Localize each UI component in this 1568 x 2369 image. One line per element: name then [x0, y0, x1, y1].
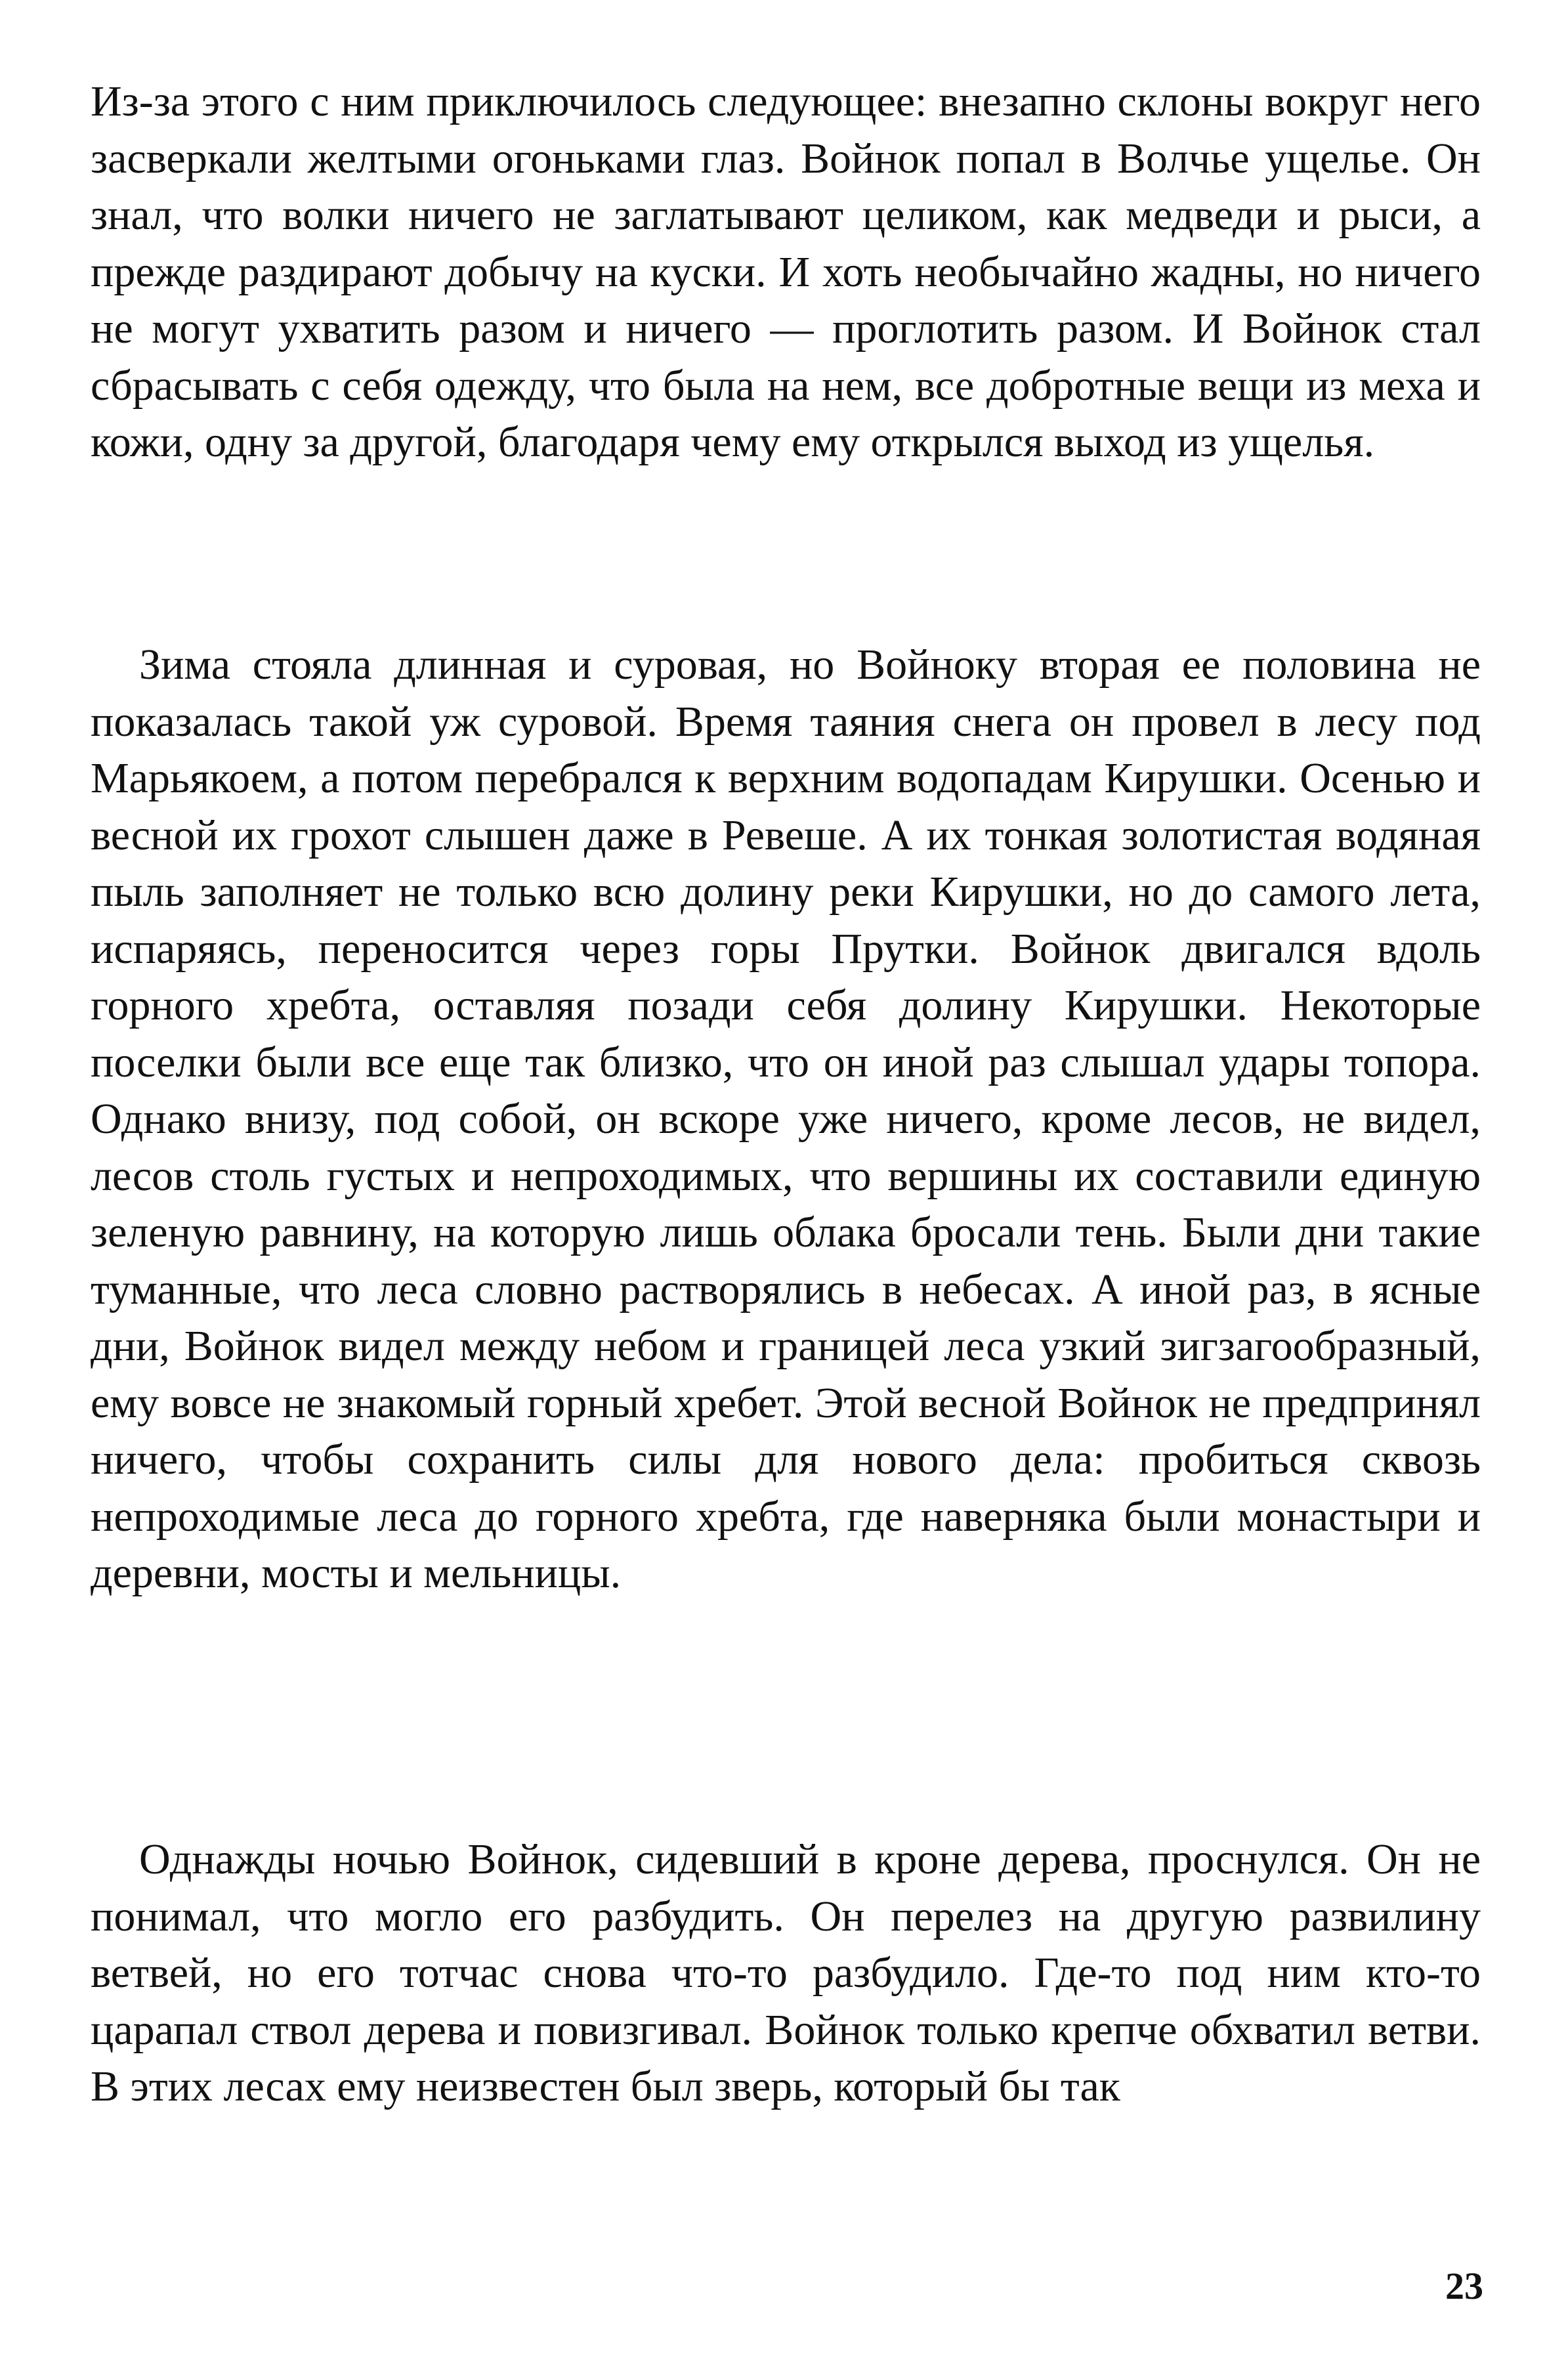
page-number: 23	[1445, 2265, 1483, 2307]
paragraph-wolf-gorge: Из-за этого с ним приключилось следующее: внезапно склоны вокруг него засверкали желтыми огоньками глаз. Войнок попал в Волчье ущелье. Он знал, что волки ничего не заглатывают целиком, как медведи и рыси, а прежде раздирают добычу на куски. И хоть необычайно жадны, но ничего не могут ухватить разом и ничего — проглотить разом. И Войнок стал сбрасывать с себя одежду, что была на нем, все добротные вещи из меха и кожи, одну за другой, благодаря чему ему открылся выход из ущелья.	[91, 77, 1481, 466]
paragraph-winter: Зима стояла длинная и суровая, но Войноку вторая ее половина не показалась такой уж суровой. Время таяния снега он провел в лесу под Марьякоем, а потом перебрался к верхним водопадам Кирушки. Осенью и весной их грохот слышен даже в Ревеше. А их тонкая золотистая водяная пыль заполняет не только всю долину реки Кирушки, но до самого лета, испаряясь, переносится через горы Прутки. Войнок двигался вдоль горного хребта, оставляя позади себя долину Кирушки. Некоторые поселки были все еще так близко, что он иной раз слышал удары топора. Однако внизу, под собой, он вскоре уже ничего, кроме лесов, не видел, лесов столь густых и непроходимых, что вершины их составили единую зеленую равнину, на которую лишь облака бросали тень. Были дни такие туманные, что леса словно растворялись в небесах. А иной раз, в ясные дни, Войнок видел между небом и границей леса узкий зигзагообразный, ему вовсе не знакомый горный хребет. Этой весной Войнок не предпринял ничего, чтобы сохранить силы для нового дела: пробиться сквозь непроходимые леса до горного хребта, где наверняка были монастыри и деревни, мосты и мельницы.	[91, 641, 1481, 1597]
paragraph-night-awakening: Однажды ночью Войнок, сидевший в кроне дерева, проснулся. Он не понимал, что могло его разбудить. Он перелез на другую развилину ветвей, но его тотчас снова что-то разбудило. Где-то под ним кто-то царапал ствол дерева и повизгивал. Войнок только крепче обхватил ветви. В этих лесах ему неизвестен был зверь, который бы так	[91, 1835, 1481, 2110]
